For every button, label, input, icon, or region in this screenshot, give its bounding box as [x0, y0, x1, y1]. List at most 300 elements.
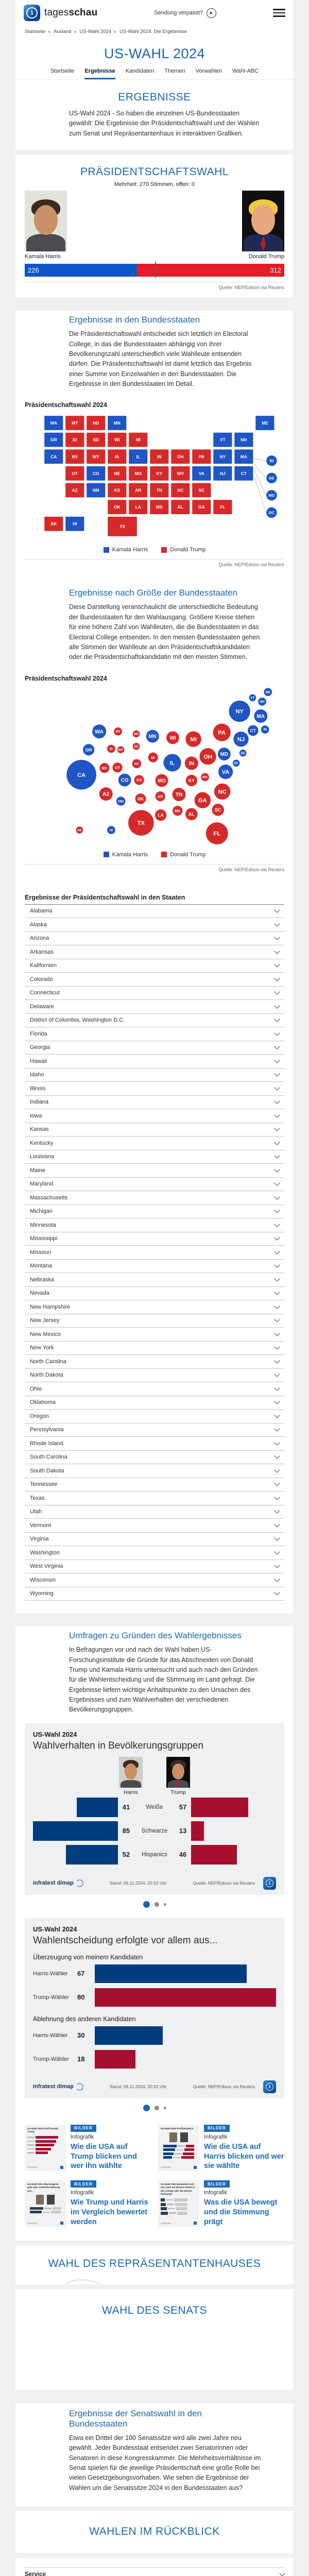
state-accordion-row[interactable]: South Carolina: [25, 1451, 284, 1465]
us-states-map[interactable]: [25, 413, 284, 540]
svg-text:IL: IL: [136, 454, 141, 460]
svg-text:HI: HI: [73, 521, 77, 527]
chevron-down-icon: [274, 1453, 280, 1459]
svg-text:VA: VA: [221, 769, 230, 775]
chevron-down-icon: [274, 1139, 280, 1145]
chevron-down-icon: [274, 1439, 280, 1445]
chevron-down-icon: [274, 935, 280, 940]
trump-column-label: Trump: [170, 1789, 186, 1795]
svg-text:NC: NC: [177, 487, 184, 493]
svg-text:NV: NV: [72, 454, 78, 460]
chevron-down-icon: [274, 1030, 280, 1036]
svg-text:ID: ID: [109, 747, 113, 751]
chevron-down-icon: [274, 1508, 280, 1514]
chevron-down-icon: [274, 1180, 280, 1186]
legend-item: Kamala Harris: [104, 547, 148, 553]
infografik-teaser[interactable]: [158, 2125, 284, 2172]
state-accordion-row[interactable]: Delaware: [25, 1000, 284, 1014]
breadcrumb-item[interactable]: Startseite: [25, 29, 46, 35]
chevron-down-icon: [274, 1098, 280, 1104]
svg-text:RI: RI: [269, 459, 274, 464]
svg-text:MO: MO: [134, 471, 142, 477]
trump-votes-bar: 312: [137, 264, 284, 277]
harris-photo-small: [119, 1757, 143, 1788]
svg-text:ID: ID: [73, 437, 77, 443]
chevron-down-icon: [274, 1576, 280, 1582]
svg-text:VA: VA: [198, 471, 204, 477]
infratest-dimap-logo: infratest dimap: [33, 1879, 83, 1887]
carousel-dot[interactable]: [154, 1902, 159, 1907]
chevron-down-icon: [274, 1494, 280, 1500]
hamburger-menu-icon[interactable]: [273, 9, 285, 16]
svg-text:FL: FL: [213, 831, 221, 837]
svg-text:NE: NE: [114, 471, 121, 477]
state-accordion-row[interactable]: New York: [25, 1342, 284, 1355]
chevron-down-icon: [274, 948, 280, 954]
chevron-down-icon: [274, 975, 280, 981]
chevron-down-icon: [274, 1044, 280, 1049]
umfragen-text: In Befragungen vor und nach der Wahl haben US-Forschungsinstitute die Gründe für das Abschneiden von Donald Trump und Kamala Harris untersucht und auch nach den Gründen für die Wahlentscheidung und die Stimmung im Land gefragt. Die Ergebnisse liefern wichtige Anhaltspunkte zu den Ursachen des Ergebnisses und zum Wahlverhalten der verschiedenen Bevölkerungsgruppen.: [69, 1646, 258, 1714]
chevron-down-icon: [274, 1535, 280, 1541]
svg-text:AR: AR: [135, 487, 142, 493]
teaser-thumbnail: US-Wahl 2024 Profil Donald Trump: [25, 2125, 66, 2171]
trump-name: Donald Trump: [248, 253, 284, 260]
trump-photo-small: [166, 1757, 190, 1788]
svg-text:WV: WV: [202, 775, 208, 779]
bubble-chart-label: Präsidentschaftswahl 2024: [25, 674, 107, 682]
teaser-thumbnail: US-Wahl 2024 Entwickelt sich das Land auf diesem Gebiet in die richtige oder die falsche Richtung?: [158, 2180, 199, 2227]
teaser-thumbnail: US-Wahl 2024 Überwiegend gute oder schlechte Meinung von...: [25, 2180, 66, 2227]
state-accordion-row[interactable]: Colorado: [25, 973, 284, 987]
umfragen-card: [15, 1626, 294, 2241]
svg-text:AK: AK: [77, 828, 82, 832]
svg-text:WA: WA: [50, 420, 58, 426]
svg-text:AZ: AZ: [72, 487, 78, 493]
svg-text:NY: NY: [219, 454, 226, 460]
svg-text:TN: TN: [156, 487, 162, 493]
svg-text:AL: AL: [177, 504, 183, 510]
svg-text:MI: MI: [190, 736, 197, 743]
state-accordion-row[interactable]: New Hampshire: [25, 1300, 284, 1314]
svg-text:PA: PA: [198, 454, 204, 460]
teaser-kicker: Infografik: [71, 2133, 94, 2140]
section-heading-senat: WAHL DES SENATS: [102, 2304, 207, 2316]
legend-swatch: [104, 547, 109, 553]
decision-row: Trump-Wähler 80: [33, 1987, 276, 2008]
chart-kicker: US-Wahl 2024: [33, 1730, 77, 1738]
ard-logo-icon: 1: [263, 1877, 276, 1890]
teaser-title[interactable]: Wie die USA auf Trump blicken und wer ihn wählte: [71, 2142, 137, 2171]
svg-text:GA: GA: [198, 504, 205, 510]
state-accordion-row[interactable]: Mississippi: [25, 1232, 284, 1246]
svg-text:NJ: NJ: [237, 736, 245, 743]
teaser-title[interactable]: Wie die USA auf Harris blicken und wer sie wählte: [204, 2142, 284, 2171]
chevron-down-icon: [274, 1426, 280, 1432]
ard-logo-icon: 1: [24, 5, 40, 21]
state-accordion-row[interactable]: Tennessee: [25, 1478, 284, 1492]
svg-text:IA: IA: [151, 755, 155, 760]
bundesstaaten-card: [15, 311, 294, 1613]
teaser-kicker: Infografik: [204, 2190, 228, 2196]
chevron-down-icon: [274, 1248, 280, 1254]
election-tabs: [15, 65, 294, 80]
svg-text:WY: WY: [92, 454, 100, 460]
state-accordion-row[interactable]: Rhode Island: [25, 1437, 284, 1451]
legend-item: Donald Trump: [161, 547, 205, 553]
svg-text:HI: HI: [109, 828, 113, 832]
states-text: Die Präsidentschaftswahl entscheidet sich letztlich im Electoral College, in das die Bundesstaaten abhängig von ihrer Bevölkerungszahl unterschiedlich viele Wahlleute entsenden dürfen. Die Präsidentschaftswahl ist damit letztlich das Ergebnis einer Summe von Einzelwahlen in den Bundesstaaten. Die Ergebnisse in den Bundesstaaten im Detail.: [69, 330, 252, 387]
chevron-down-icon: [274, 1521, 280, 1527]
svg-text:DC: DC: [269, 511, 274, 516]
senatswahl-heading: Ergebnisse der Senatswahl in den Bundesstaaten: [69, 2408, 202, 2429]
source-line: Quelle: NEP/Edison via Reuters: [25, 864, 284, 879]
chevron-down-icon: [274, 1290, 280, 1295]
svg-text:KY: KY: [156, 471, 163, 477]
chevron-down-icon: [274, 989, 280, 995]
state-accordion-row[interactable]: Montana: [25, 1260, 284, 1274]
svg-text:MD: MD: [220, 751, 228, 757]
state-accordion-row[interactable]: Kalifornien: [25, 959, 284, 973]
svg-text:TX: TX: [137, 820, 145, 826]
svg-text:TN: TN: [175, 792, 183, 798]
svg-text:GA: GA: [198, 797, 207, 804]
state-accordion-row[interactable]: Wyoming: [25, 1587, 284, 1601]
state-accordion-row[interactable]: Texas: [25, 1492, 284, 1505]
harris-column-label: Harris: [124, 1789, 138, 1795]
demographic-row: 52 Hispanics 46: [33, 1843, 276, 1867]
carousel-dot[interactable]: [164, 1903, 166, 1906]
chart-quelle: Quelle: NEP/Edison via Reuters: [193, 2084, 255, 2090]
tab-ergebnisse[interactable]: Ergebnisse: [84, 68, 115, 79]
svg-text:ME: ME: [262, 420, 268, 426]
state-accordion-row[interactable]: Florida: [25, 1027, 284, 1041]
state-accordion-row[interactable]: Minnesota: [25, 1218, 284, 1232]
poll-chart-demographics: [25, 1723, 284, 1895]
chevron-down-icon: [274, 1071, 280, 1077]
state-accordion-row[interactable]: Iowa: [25, 1109, 284, 1123]
chevron-down-icon: [274, 1481, 280, 1486]
chevron-down-icon: [274, 1003, 280, 1008]
size-text: Diese Darstellung veranschaulicht die unterschiedliche Bedeutung der Bundesstaaten für den Wahlausgang. Größere Kreise stehen für eine höhere Zahl von Wahlleuten, die die Bundesstaaten in das Electoral College entsenden. In den meisten Bundesstaaten gehen alle Stimmen der Wahlleute an den Präsidentschaftskandidaten oder die Präsidentschaftskandidatin mit den meisten Stimmen.: [69, 603, 260, 661]
chevron-down-icon: [274, 1330, 280, 1336]
state-accordion-row[interactable]: Indiana: [25, 1096, 284, 1110]
state-accordion-row[interactable]: Idaho: [25, 1069, 284, 1082]
majority-line: Mehrheit: 270 Stimmen, offen: 0: [114, 181, 195, 188]
footer-accordion-row[interactable]: Service: [25, 2567, 284, 2576]
state-accordion-row[interactable]: Alaska: [25, 918, 284, 932]
state-accordion-row[interactable]: Maryland: [25, 1178, 284, 1192]
svg-text:SC: SC: [214, 807, 221, 812]
senat-card: [15, 2289, 294, 2390]
state-accordion-row[interactable]: Missouri: [25, 1246, 284, 1260]
svg-text:SD: SD: [93, 437, 99, 443]
teaser-kicker: Infografik: [204, 2133, 228, 2140]
chevron-down-icon: [274, 1057, 280, 1063]
teaser-kicker: Infografik: [71, 2190, 94, 2196]
legend-swatch: [104, 852, 109, 857]
chart-quelle: Quelle: NEP/Edison via Reuters: [193, 1880, 255, 1886]
svg-text:UT: UT: [115, 765, 121, 770]
carousel-dot[interactable]: [143, 2105, 150, 2111]
svg-text:MT: MT: [115, 730, 121, 734]
bilder-badge: BILDER: [71, 2180, 96, 2188]
teaser-thumbnail: US-Wahl 2024 Profilvergleich: [158, 2125, 199, 2171]
svg-text:CA: CA: [50, 454, 57, 460]
state-accordion-row[interactable]: North Carolina: [25, 1355, 284, 1369]
chevron-down-icon: [274, 1126, 280, 1131]
state-accordion-row[interactable]: Oregon: [25, 1410, 284, 1423]
site-footer: [15, 2558, 294, 2576]
chart-title: Wahlverhalten in Bevölkerungsgruppen: [33, 1740, 203, 1751]
svg-text:VT: VT: [220, 437, 226, 443]
legend-swatch: [161, 852, 167, 857]
play-icon[interactable]: ▶: [207, 8, 216, 18]
chevron-down-icon: [274, 1344, 280, 1350]
svg-text:KY: KY: [188, 777, 195, 783]
svg-text:OR: OR: [85, 747, 92, 752]
svg-text:WA: WA: [95, 728, 104, 735]
carousel-dot[interactable]: [143, 1901, 150, 1908]
svg-text:NJ: NJ: [219, 471, 226, 477]
svg-text:MS: MS: [156, 504, 163, 510]
page-title: US-WAHL 2024: [104, 46, 205, 61]
state-accordion-row[interactable]: District of Columbia, Washington D.C.: [25, 1014, 284, 1028]
chevron-down-icon: [274, 1590, 280, 1596]
size-heading: Ergebnisse nach Größe der Bundesstaaten: [69, 588, 237, 598]
breadcrumb-item[interactable]: US-Wahl 2024: [79, 29, 111, 35]
state-accordion-row[interactable]: West Virginia: [25, 1560, 284, 1574]
svg-text:TX: TX: [119, 524, 125, 530]
state-accordion-row[interactable]: Vermont: [25, 1519, 284, 1533]
svg-text:ME: ME: [265, 690, 270, 694]
chart-group-label: Überzeugung von meinem Kandidaten: [33, 1953, 143, 1961]
svg-text:OK: OK: [137, 796, 144, 801]
decision-row: Trump-Wähler 18: [33, 2048, 276, 2070]
svg-text:MT: MT: [72, 420, 78, 426]
state-accordion-row[interactable]: Massachusetts: [25, 1191, 284, 1205]
carousel-dots: [15, 1895, 294, 1910]
svg-text:VT: VT: [250, 697, 255, 700]
us-states-bubble-map[interactable]: [25, 686, 284, 845]
svg-text:LA: LA: [135, 504, 141, 510]
chevron-down-icon: [274, 1563, 280, 1568]
decision-row: Harris-Wähler 67: [33, 1963, 276, 1985]
footer-accordion: [25, 2567, 284, 2576]
svg-text:MA: MA: [256, 714, 265, 720]
svg-text:OH: OH: [203, 753, 212, 760]
svg-text:NM: NM: [118, 800, 124, 804]
chevron-down-icon: [274, 1194, 280, 1199]
umfragen-heading: Umfragen zu Gründen des Wahlergebnisses: [69, 1631, 242, 1641]
bubble-legend: [15, 848, 294, 859]
svg-text:IN: IN: [157, 454, 162, 460]
svg-text:NC: NC: [218, 789, 227, 795]
bilder-badge: BILDER: [204, 2125, 230, 2132]
svg-text:NE: NE: [134, 762, 140, 766]
svg-text:NH: NH: [241, 437, 247, 443]
svg-text:DE: DE: [241, 752, 245, 755]
breadcrumb: [15, 26, 294, 39]
breadcrumb-separator-icon: ▸: [114, 29, 116, 34]
chevron-down-icon: [274, 1412, 280, 1418]
source-line: Quelle: NEP/Edison via Reuters: [25, 559, 284, 574]
svg-text:IN: IN: [188, 760, 194, 767]
chevron-down-icon: [279, 2570, 285, 2576]
svg-text:UT: UT: [72, 471, 78, 477]
missed-broadcast-link[interactable]: Sendung verpasst?: [154, 10, 203, 16]
svg-text:KS: KS: [114, 487, 121, 493]
chart-kicker: US-Wahl 2024: [33, 1925, 77, 1933]
state-accordion-row[interactable]: Kentucky: [25, 1137, 284, 1150]
state-accordion-row[interactable]: Maine: [25, 1164, 284, 1178]
svg-text:WI: WI: [169, 735, 176, 741]
senatswahl-card: [15, 2403, 294, 2506]
bilder-badge: BILDER: [204, 2180, 230, 2188]
chart-placeholder-arc: [65, 2279, 100, 2284]
state-accordion-row[interactable]: Washington: [25, 1546, 284, 1560]
tab-kandidaten[interactable]: Kandidaten: [125, 68, 154, 74]
carousel-dot[interactable]: [164, 2107, 166, 2109]
map-legend: [15, 543, 294, 554]
svg-text:CO: CO: [93, 471, 99, 477]
svg-text:SC: SC: [198, 487, 205, 493]
brand-wordmark: tagesschau: [44, 7, 98, 18]
teaser-title[interactable]: Was die USA bewegt und die Stimmung prägt: [204, 2198, 278, 2226]
teaser-title[interactable]: Wie Trump und Harris im Vergleich bewertet werden: [71, 2198, 148, 2226]
chevron-down-icon: [274, 1262, 280, 1268]
svg-text:CO: CO: [121, 777, 129, 784]
legend-swatch: [161, 547, 167, 553]
breadcrumb-item[interactable]: Ausland: [54, 29, 72, 35]
breadcrumb-item: US-Wahl 2024: Die Ergebnisse: [119, 29, 187, 35]
svg-text:NV: NV: [101, 765, 108, 770]
svg-text:LA: LA: [158, 812, 164, 818]
state-accordion-row[interactable]: Virginia: [25, 1533, 284, 1547]
svg-text:AZ: AZ: [102, 791, 110, 798]
infografik-teaser[interactable]: [25, 2180, 151, 2227]
svg-text:ND: ND: [134, 733, 139, 736]
state-accordion-row[interactable]: Kansas: [25, 1123, 284, 1137]
chevron-down-icon: [274, 1221, 280, 1227]
tagesschau-logo[interactable]: [24, 5, 97, 21]
svg-text:WV: WV: [177, 471, 184, 477]
carousel-dot[interactable]: [154, 2106, 159, 2110]
chevron-down-icon: [274, 1276, 280, 1281]
section-heading-repraesentantenhaus: WAHL DES REPRÄSENTANTENHAUSES: [48, 2257, 261, 2269]
state-accordion-heading: Ergebnisse der Präsidentschaftswahl in den Staaten: [25, 893, 185, 901]
svg-text:OK: OK: [114, 504, 121, 510]
map-chart-label: Präsidentschaftswahl 2024: [25, 401, 107, 409]
svg-text:OR: OR: [50, 437, 57, 443]
breadcrumb-separator-icon: ▸: [48, 29, 51, 34]
state-accordion-row[interactable]: Arkansas: [25, 945, 284, 959]
rueckblick-card: [15, 2511, 294, 2553]
state-accordion-row[interactable]: Pennsylvania: [25, 1423, 284, 1437]
chevron-down-icon: [274, 1112, 280, 1117]
svg-text:KS: KS: [136, 777, 142, 783]
chart-title: Wahlentscheidung erfolgte vor allem aus...: [33, 1935, 218, 1946]
chart-stand: Stand: 06.11.2024, 20:52 Uhr: [109, 1880, 167, 1886]
state-accordion-row[interactable]: Alabama: [25, 905, 284, 919]
trump-photo: [242, 191, 284, 251]
chevron-down-icon: [274, 1303, 280, 1309]
svg-text:PA: PA: [218, 730, 226, 736]
section-heading-rueckblick: WAHLEN IM RÜCKBLICK: [89, 2526, 220, 2538]
infografik-teaser[interactable]: [25, 2125, 151, 2172]
state-accordion-row[interactable]: Nebraska: [25, 1273, 284, 1287]
tab-vorwahlen[interactable]: Vorwahlen: [195, 68, 222, 74]
section-heading-ergebnisse: ERGEBNISSE: [118, 91, 191, 103]
poll-chart-decision: [25, 1918, 284, 2098]
state-accordion-row[interactable]: New Mexico: [25, 1328, 284, 1342]
tab-themen[interactable]: Themen: [164, 68, 185, 74]
decision-row: Harris-Wähler 30: [33, 2025, 276, 2046]
repraesentantenhaus-card: [15, 2245, 294, 2284]
chart-group-label: Ablehnung des anderen Kandidaten: [33, 2015, 136, 2023]
state-accordion-row[interactable]: Arizona: [25, 932, 284, 946]
svg-text:MN: MN: [148, 734, 157, 740]
state-accordion-row[interactable]: Louisiana: [25, 1150, 284, 1164]
bilder-badge: BILDER: [71, 2125, 96, 2132]
harris-name: Kamala Harris: [25, 253, 61, 260]
svg-text:AL: AL: [188, 811, 195, 817]
svg-text:MA: MA: [240, 454, 247, 460]
ergebnisse-text: US-Wahl 2024 - So haben die einzelnen US-Bundesstaaten gewählt: Die Ergebnisse der Präsidentschaftswahl und der Wahlen zum Senat und Repräsentantenhaus in interaktiven Grafiken.: [69, 110, 260, 137]
harris-votes-bar: 226: [25, 264, 137, 277]
state-accordion-row[interactable]: Michigan: [25, 1205, 284, 1219]
state-accordion-row[interactable]: Illinois: [25, 1082, 284, 1096]
svg-text:SD: SD: [134, 745, 139, 749]
svg-text:ND: ND: [93, 420, 99, 426]
svg-text:AK: AK: [50, 521, 57, 527]
infografik-teaser-grid: [15, 2113, 294, 2241]
svg-text:NY: NY: [235, 708, 244, 715]
state-accordion-row[interactable]: North Dakota: [25, 1369, 284, 1383]
state-accordion-row[interactable]: Georgia: [25, 1041, 284, 1055]
svg-text:CA: CA: [77, 772, 86, 778]
infratest-dimap-logo: infratest dimap: [33, 2083, 83, 2091]
chevron-down-icon: [274, 1153, 280, 1159]
chevron-down-icon: [274, 962, 280, 968]
state-accordion-row[interactable]: Hawaii: [25, 1055, 284, 1069]
chevron-down-icon: [274, 1208, 280, 1213]
infografik-teaser[interactable]: [158, 2180, 284, 2227]
state-accordion-row[interactable]: Utah: [25, 1505, 284, 1519]
chevron-down-icon: [274, 907, 280, 913]
state-accordion-row[interactable]: Connecticut: [25, 987, 284, 1001]
harris-photo: [25, 191, 67, 251]
state-accordion-row[interactable]: Ohio: [25, 1382, 284, 1396]
chevron-down-icon: [274, 1235, 280, 1241]
chevron-down-icon: [274, 1371, 280, 1377]
state-accordion-row[interactable]: Nevada: [25, 1287, 284, 1301]
state-accordion-row[interactable]: South Dakota: [25, 1464, 284, 1478]
chevron-down-icon: [274, 1399, 280, 1404]
state-accordion-row[interactable]: New Jersey: [25, 1314, 284, 1328]
site-header: [15, 0, 294, 80]
svg-text:MN: MN: [113, 420, 121, 426]
tab-startseite[interactable]: Startseite: [50, 68, 75, 74]
chevron-down-icon: [274, 1317, 280, 1323]
state-accordion-row[interactable]: Wisconsin: [25, 1573, 284, 1587]
svg-text:FL: FL: [220, 504, 226, 510]
svg-text:MS: MS: [175, 808, 181, 814]
svg-text:DC: DC: [234, 762, 239, 766]
svg-text:NH: NH: [260, 700, 265, 704]
tab-wahl-abc[interactable]: Wahl-ABC: [232, 68, 259, 74]
ergebnisse-card: [15, 80, 294, 150]
state-accordion-row[interactable]: Oklahoma: [25, 1396, 284, 1410]
